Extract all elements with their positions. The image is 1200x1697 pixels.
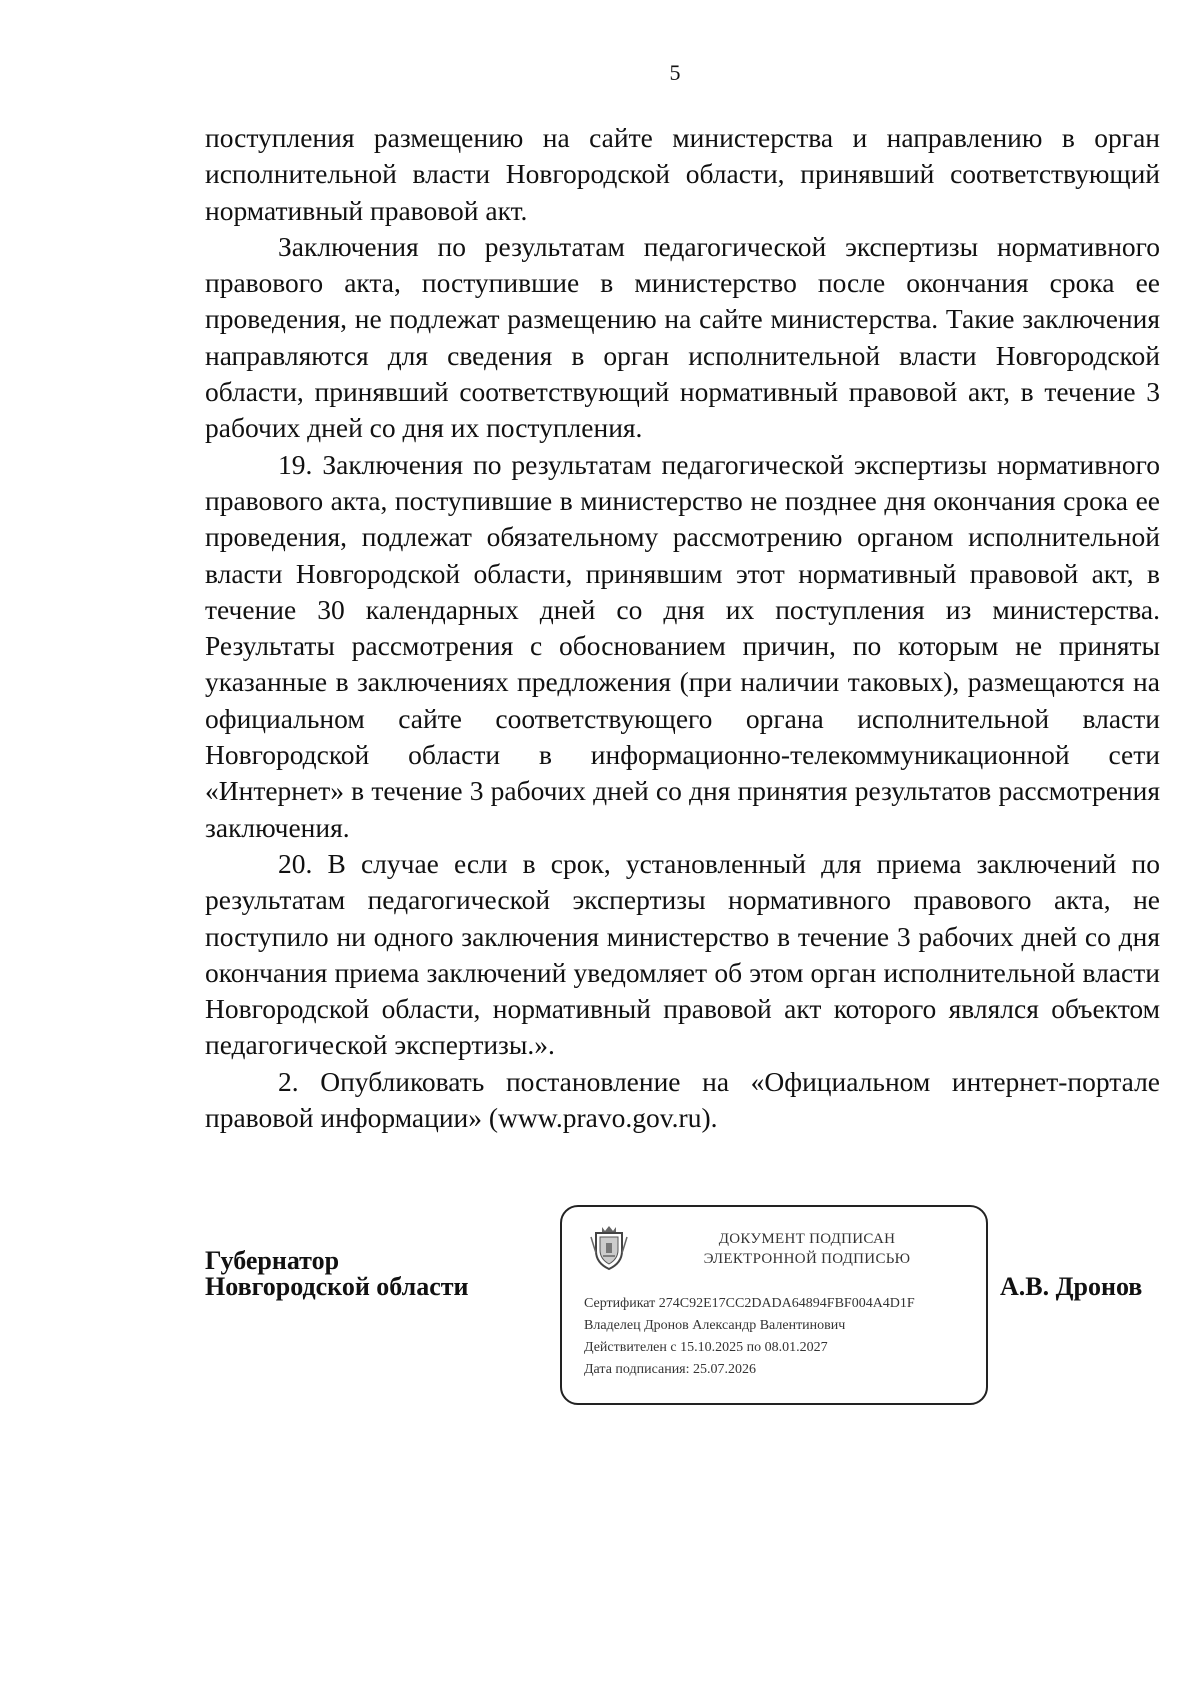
certificate-validity: Действителен с 15.10.2025 по 08.01.2027 — [584, 1340, 828, 1355]
certificate-number: Сертификат 274C92E17CC2DADA64894FBF004A4D1F — [584, 1296, 915, 1311]
paragraph-item-19: 19. Заключения по результатам педагогической экспертизы нормативного правового акта, поступившие в министерство не позднее дня окончания срока ее проведения, подлежат обязательному рассмотрению органом исполнительной власти Новгородской области, принявшим этот нормативный правовой акт, в течение 30 календарных дней со дня их поступления из министерства. Результаты рассмотрения с обоснованием причин, по которым не приняты указанные в заключениях предложения (при наличии таковых), размещаются на официальном сайте соответствующего органа исполнительной власти Новгородской области в информационно-телекоммуникационной сети «Интернет» в течение 3 рабочих дней со дня принятия результатов рассмотрения заключения. — [205, 448, 1160, 843]
certificate-owner: Владелец Дронов Александр Валентинович — [584, 1318, 846, 1333]
paragraph-item-20: 20. В случае если в срок, установленный для приема заключений по результатам педагогической экспертизы нормативного правового акта, не поступило ни одного заключения министерство в течение 3 рабочих дней со дня окончания приема заключений уведомляет об этом орган исполнительной власти Новгородской области, нормативный правовой акт которого являлся объектом педагогической экспертизы.». — [205, 847, 1160, 1061]
position-line: Новгородской области — [205, 1272, 469, 1301]
stamp-header-line: ЭЛЕКТРОННОЙ ПОДПИСЬЮ — [703, 1251, 911, 1267]
signer-name: А.В. Дронов — [1000, 1272, 1143, 1301]
document-body — [205, 120, 1160, 1136]
electronic-signature-stamp — [560, 1205, 988, 1405]
signatory-position — [205, 1248, 469, 1300]
paragraph: поступления размещению на сайте министерства и направлению в орган исполнительной власти Новгородской области, принявший соответствующий нормативный правовой акт. — [205, 122, 1160, 226]
position-line: Губернатор — [205, 1246, 340, 1275]
signing-date: Дата подписания: 25.07.2026 — [584, 1362, 757, 1377]
paragraph-item-2: 2. Опубликовать постановление на «Официальном интернет-портале правовой информации» (www.pravo.gov.ru). — [205, 1065, 1160, 1134]
stamp-header-line: ДОКУМЕНТ ПОДПИСАН — [718, 1231, 896, 1247]
coat-of-arms-icon — [588, 1223, 630, 1271]
stamp-details — [584, 1293, 915, 1381]
paragraph: Заключения по результатам педагогической экспертизы нормативного правового акта, поступившие в министерство после окончания срока ее проведения, не подлежат размещению на сайте министерства. Такие заключения направляются для сведения в орган исполнительной власти Новгородской области, принявший соответствующий нормативный правовой акт, в течение 3 рабочих дней со дня их поступления. — [205, 230, 1160, 444]
page-number: 5 — [669, 60, 681, 85]
stamp-header — [642, 1229, 972, 1269]
